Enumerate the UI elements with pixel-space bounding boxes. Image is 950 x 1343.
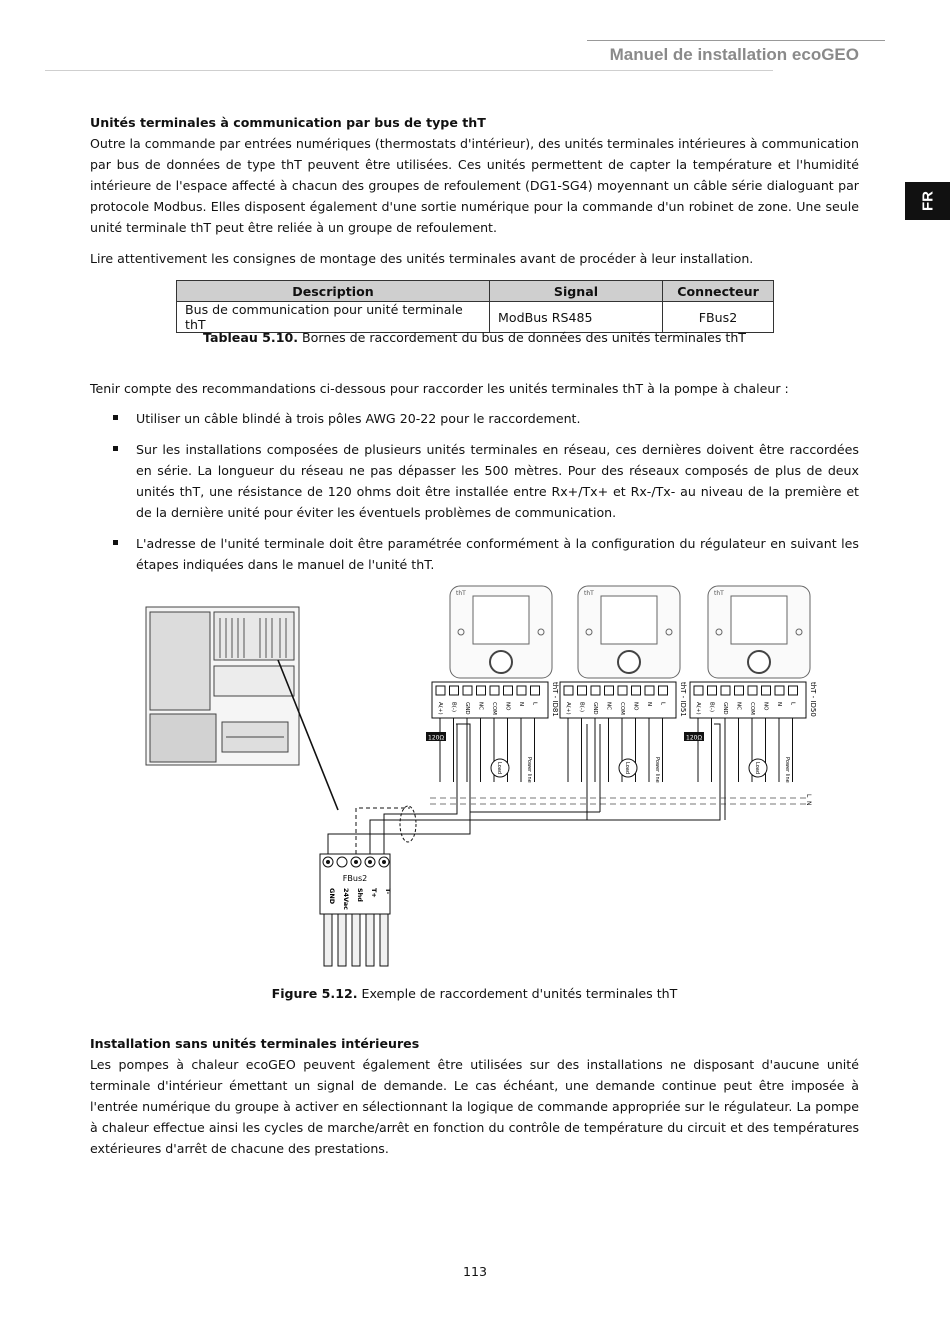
mounting-note: Lire attentivement les consignes de montage des unités terminales avant de procéder à leur installation. (90, 251, 754, 266)
resistor-label: 120Ω (428, 734, 445, 742)
header-rule-top (587, 40, 885, 41)
tht-knob (748, 651, 770, 673)
terminal-label: NO (504, 702, 511, 711)
power-line-label: Power line (784, 757, 790, 783)
terminal-label: COM (491, 702, 497, 715)
list-item-text: Utiliser un câble blindé à trois pôles AWG 20-22 pour le raccordement. (136, 411, 581, 426)
bullet-icon (113, 540, 118, 545)
table-caption-label: Tableau 5.10. (202, 330, 299, 345)
connector-pin-label: Shd (356, 888, 364, 902)
connector-pin-label: GND (328, 888, 336, 905)
terminal-screw (531, 686, 540, 695)
tht-unit-label: thT - ID51 (679, 682, 687, 717)
terminal-label: N (646, 702, 652, 707)
connector-label: FBus2 (342, 874, 368, 883)
terminal-screw (694, 686, 703, 695)
terminal-label: NO (762, 702, 769, 711)
tht-unit-label: thT - ID81 (551, 682, 559, 717)
terminal-screw (789, 686, 798, 695)
terminal-screw (578, 686, 587, 695)
section-paragraph-tht: Outre la commande par entrées numériques (thermostats d'intérieur), des unités terminales intérieures à communication par bus de données de type thT peuvent être utilisées. Ces unités permettent de capter la température et l'humidité intérieure de l'espace affecté à chacun des groupes de refoulement (DG1-SG4) moyennant un câble série dialoguant par protocole Modbus. Elles disposent également d'une sortie numérique pour la commande d'un robinet de zone. Une seule unité terminale thT peut être reliée à un groupe de refoulement. (90, 136, 859, 235)
tht-unit-label: thT - ID50 (809, 682, 817, 717)
load-label: Load (624, 762, 630, 774)
tht-unit (684, 586, 817, 783)
bullet-icon (113, 415, 118, 420)
load-label: Load (754, 762, 760, 774)
tht-unit (560, 586, 687, 783)
table-header-connector: Connecteur (663, 281, 774, 302)
tht-brand-label: thT (584, 590, 594, 597)
table-caption (90, 330, 859, 345)
fbus2-connector (320, 854, 392, 966)
terminal-screw (721, 686, 730, 695)
table-header-description: Description (177, 281, 490, 302)
terminal-label: A(+) (695, 702, 701, 715)
terminal-screw (504, 686, 513, 695)
table-header-signal: Signal (490, 281, 663, 302)
terminal-label: L (789, 702, 796, 706)
language-tab (905, 182, 950, 220)
terminal-screw (517, 686, 526, 695)
terminal-label: A(+) (565, 702, 571, 715)
tht-unit (426, 586, 559, 783)
load-label: Load (496, 762, 502, 774)
section-heading-tht: Unités terminales à communication par bus de type thT (90, 115, 486, 130)
list-item-text: L'adresse de l'unité terminale doit être paramétrée conformément à la configuration du régulateur en suivant les étapes indiquées dans le manuel de l'unité thT. (136, 536, 859, 572)
tht-display (601, 596, 657, 644)
terminal-label: NC (477, 702, 484, 710)
terminal-screw (477, 686, 486, 695)
figure-caption-label: Figure 5.12. (271, 986, 358, 1001)
table-caption-text: Bornes de raccordement du bus de données des unités terminales thT (298, 330, 747, 345)
controller-cabinet (146, 607, 299, 765)
list-item-text: Sur les installations composées de plusieurs unités terminales en réseau, ces dernières doivent être raccordées en série. La longueur du réseau ne pas dépasser les 500 mètres. Pour des réseaux composés de plus de deux unités thT, une résistance de 120 ohms doit être installée entre Rx+/Tx+ et Rx-/Tx- au niveau de la première et de la dernière unité pour éviter les éventuels problèmes de communication. (136, 442, 859, 520)
tht-brand-label: thT (714, 590, 724, 597)
terminal-screw (708, 686, 717, 695)
power-line-label: Power line (654, 757, 660, 783)
terminal-label: L (659, 702, 666, 706)
wiring-diagram (140, 582, 820, 972)
power-line-label: Power line (526, 757, 532, 783)
terminal-label: NO (632, 702, 639, 711)
table-row (177, 302, 774, 333)
tht-knob (618, 651, 640, 673)
table-cell-signal: ModBus RS485 (490, 302, 663, 333)
terminal-label: GND (722, 702, 728, 715)
terminal-screw (490, 686, 499, 695)
table-cell-description: Bus de communication pour unité terminale thT (177, 302, 490, 333)
terminal-screw (748, 686, 757, 695)
terminal-screw (632, 686, 641, 695)
terminal-screw (735, 686, 744, 695)
line-label-n: N (805, 801, 812, 806)
terminal-label: NC (605, 702, 612, 710)
terminal-screw (645, 686, 654, 695)
terminal-screw (450, 686, 459, 695)
table-header-row (177, 281, 774, 302)
terminal-label: B(-) (578, 702, 585, 713)
terminal-label: GND (464, 702, 470, 715)
terminal-label: N (776, 702, 782, 707)
terminal-screw (605, 686, 614, 695)
connector-pin-label: 24Vac (342, 888, 350, 910)
terminal-label: COM (749, 702, 755, 715)
terminal-screw (463, 686, 472, 695)
line-label-l: L (805, 794, 812, 798)
connector-pin-label: T- (384, 888, 392, 895)
page-number: 113 (462, 1264, 488, 1279)
terminal-screw (564, 686, 573, 695)
tht-display (473, 596, 529, 644)
recommendations-intro: Tenir compte des recommandations ci-dessous pour raccorder les unités terminales thT à la pompe à chaleur : (90, 381, 789, 396)
terminal-label: A(+) (437, 702, 443, 715)
terminals-table (176, 280, 774, 333)
terminal-label: N (518, 702, 524, 707)
table-cell-connector: FBus2 (663, 302, 774, 333)
terminal-label: B(-) (450, 702, 457, 713)
resistor-label: 120Ω (686, 734, 703, 742)
list-item (90, 408, 859, 429)
terminal-screw (618, 686, 627, 695)
list-item (90, 533, 859, 575)
bullet-icon (113, 446, 118, 451)
tht-knob (490, 651, 512, 673)
tht-brand-label: thT (456, 590, 466, 597)
terminal-screw (775, 686, 784, 695)
terminal-label: B(-) (708, 702, 715, 713)
terminal-screw (762, 686, 771, 695)
language-tab-label: FR (919, 191, 936, 211)
document-title: Manuel de installation ecoGEO (609, 45, 859, 64)
terminal-screw (659, 686, 668, 695)
header-rule-bottom (45, 70, 773, 71)
terminal-screw (436, 686, 445, 695)
tht-display (731, 596, 787, 644)
list-item (90, 439, 859, 523)
terminal-label: NC (735, 702, 742, 710)
terminal-label: L (531, 702, 538, 706)
figure-caption-text: Exemple de raccordement d'unités terminales thT (357, 986, 678, 1001)
terminal-screw (591, 686, 600, 695)
terminal-label: COM (619, 702, 625, 715)
connector-pin-label: T+ (370, 888, 378, 898)
bus-wiring (328, 724, 810, 854)
figure-caption (90, 986, 859, 1001)
section-heading-no-units: Installation sans unités terminales intérieures (90, 1036, 420, 1051)
section-paragraph-no-units: Les pompes à chaleur ecoGEO peuvent également être utilisées sur des installations ne disposant d'aucune unité terminale d'intérieur émettant un signal de demande. Le cas échéant, une demande continue peut être imposée à l'entrée numérique du groupe à activer en sélectionnant la logique de commande appropriée sur le régulateur. La pompe à chaleur effectue ainsi les cycles de marche/arrêt en fonction du contrôle de température du circuit et des températures extérieures d'arrêt de chacune des prestations. (90, 1057, 859, 1156)
terminal-label: GND (592, 702, 598, 715)
recommendations-list (90, 408, 859, 575)
